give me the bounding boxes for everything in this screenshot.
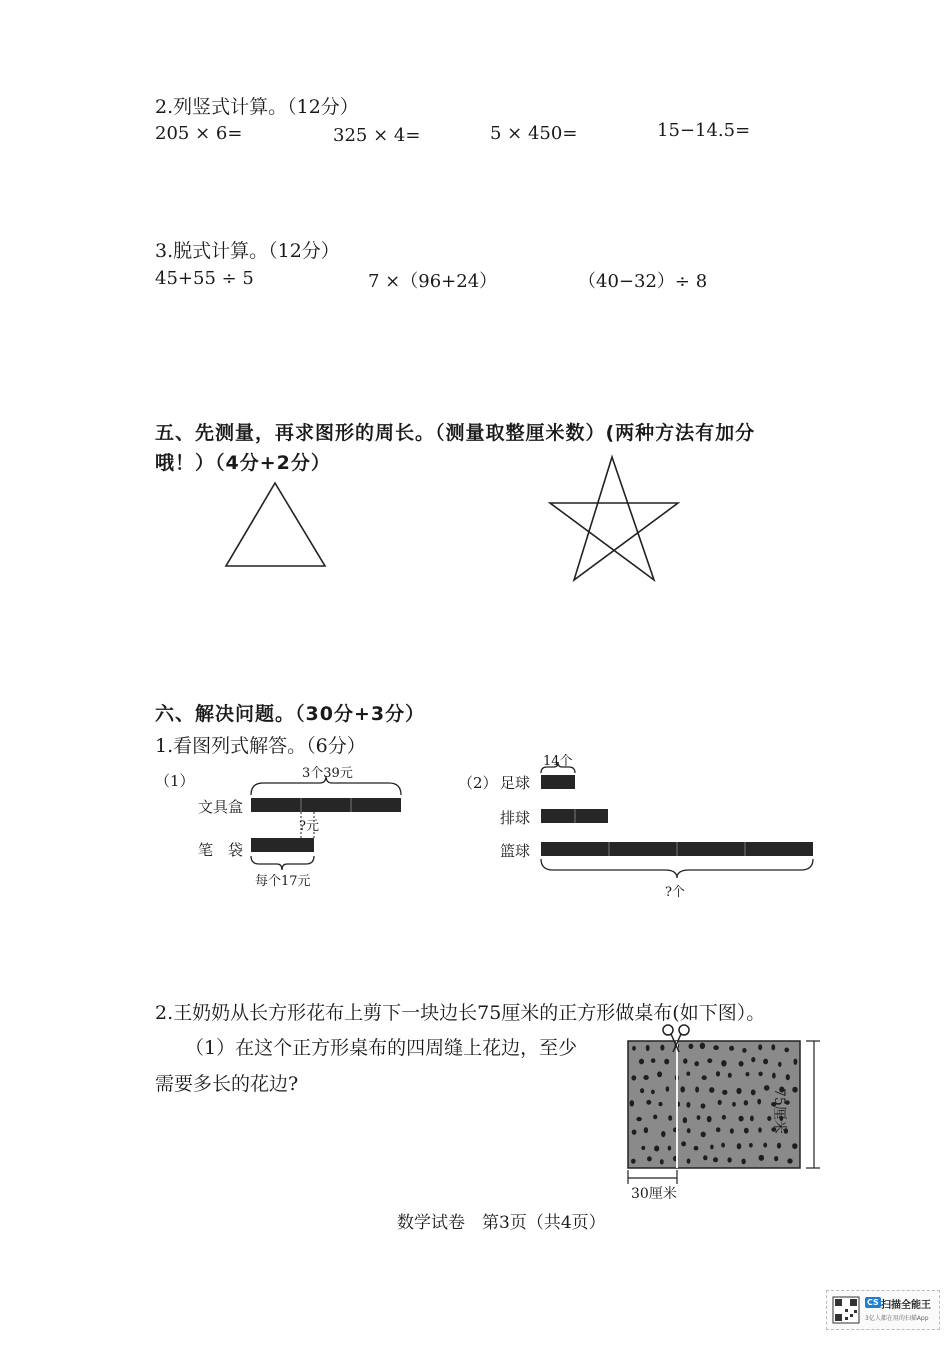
cloth-dot xyxy=(751,1089,756,1095)
cloth-dot xyxy=(778,1062,782,1067)
fig2-bottom-label: ?个 xyxy=(665,885,685,900)
fig1-row1-label: 文具盒 xyxy=(198,798,244,816)
cloth-dot xyxy=(660,1159,664,1164)
cloth-dot xyxy=(630,1100,635,1106)
cloth-dot xyxy=(694,1061,699,1066)
sec6-q2-line1: 2.王奶奶从长方形花布上剪下一块边长75厘米的正方形做桌布(如下图）。 xyxy=(155,1002,766,1024)
cloth-dot xyxy=(680,1086,685,1092)
cloth-dot xyxy=(701,1132,706,1138)
cloth-dot xyxy=(631,1075,636,1080)
fig1-unknown-label: ?元 xyxy=(299,819,319,834)
cloth-dot xyxy=(636,1117,641,1121)
q2-expr-4: 15−14.5= xyxy=(657,120,751,141)
fig1-bottom-label: 每个17元 xyxy=(255,874,311,889)
cloth-dot xyxy=(651,1090,655,1095)
cloth-dot xyxy=(697,1115,701,1120)
cloth-dot xyxy=(654,1146,659,1152)
cloth-bottom-label: 30厘米 xyxy=(631,1186,677,1202)
cloth-dot xyxy=(657,1071,662,1077)
cloth-dot xyxy=(727,1157,731,1162)
cloth-dot xyxy=(741,1159,745,1165)
cloth-dot xyxy=(709,1087,714,1093)
q2-expr-1: 205 × 6= xyxy=(155,123,243,144)
page-footer: 数学试卷 第3页（共4页） xyxy=(397,1213,606,1233)
fig2-number: （2） xyxy=(458,774,498,792)
cloth-dot xyxy=(758,1127,762,1132)
cloth-dot xyxy=(759,1155,765,1161)
cloth-dot xyxy=(746,1072,750,1076)
q2-expr-2: 325 × 4= xyxy=(333,125,421,146)
cloth-dot xyxy=(646,1100,651,1105)
sec6-q1-title: 1.看图列式解答。（6分） xyxy=(155,735,366,757)
cloth-dot xyxy=(744,1128,749,1134)
fig1-number: （1） xyxy=(155,772,195,790)
cloth-dot xyxy=(664,1059,669,1065)
cloth-dot xyxy=(729,1046,734,1051)
cloth-dot xyxy=(728,1073,732,1078)
cloth-dot xyxy=(707,1116,712,1122)
cloth-dot xyxy=(792,1143,797,1149)
cloth-dot xyxy=(641,1146,645,1150)
cloth-dot xyxy=(722,1090,727,1095)
cloth-dot xyxy=(739,1061,744,1067)
cloth-dot xyxy=(694,1146,699,1151)
cloth-dot xyxy=(695,1087,699,1093)
cloth-dot xyxy=(763,1059,768,1065)
cloth-dot xyxy=(661,1131,665,1137)
cloth-dot xyxy=(786,1074,790,1080)
cloth-dot xyxy=(646,1045,650,1051)
cloth-dot xyxy=(742,1048,746,1053)
fig2-row3-label: 篮球 xyxy=(500,842,531,860)
fig2-top-label: 14个 xyxy=(543,754,573,769)
cloth-dot xyxy=(686,1102,690,1108)
cloth-dot xyxy=(732,1102,736,1107)
cloth-dot xyxy=(750,1116,754,1122)
q3-title: 3.脱式计算。（12分） xyxy=(155,240,340,262)
cloth-dot xyxy=(757,1099,761,1105)
watermark-brand: 扫描全能王 xyxy=(881,1300,931,1311)
cloth-dot xyxy=(736,1088,741,1094)
fig2-row2-label: 排球 xyxy=(500,809,531,827)
q2-title: 2.列竖式计算。（12分） xyxy=(155,96,359,118)
fig1-row2-label: 笔 袋 xyxy=(198,841,244,859)
cs-badge: CS xyxy=(867,1298,879,1307)
cloth-dot xyxy=(707,1058,712,1063)
cloth-dot xyxy=(686,1072,690,1076)
fig2-row1-label: 足球 xyxy=(500,774,531,792)
cloth-dot xyxy=(737,1143,742,1149)
cloth-dot xyxy=(700,1043,705,1049)
cloth-dot xyxy=(647,1156,652,1161)
cloth-dot xyxy=(751,1057,755,1062)
cloth-dot xyxy=(716,1127,721,1132)
q2-expr-3: 5 × 450= xyxy=(490,123,578,144)
cloth-dot xyxy=(703,1155,707,1160)
scanner-watermark xyxy=(826,1290,940,1330)
cloth-dot xyxy=(749,1143,753,1148)
cloth-dot xyxy=(651,1058,656,1063)
cloth-dot xyxy=(631,1159,636,1164)
q3-expr-3: （40−32）÷ 8 xyxy=(578,271,708,292)
cloth-dot xyxy=(784,1048,789,1053)
cloth-right-label: 75厘米 xyxy=(771,1088,787,1134)
sec5-title-line2: 哦！）（4分+2分） xyxy=(155,452,331,474)
watermark-sub: 3亿人都在用的扫描App xyxy=(865,1315,929,1322)
cloth-dot xyxy=(763,1143,767,1148)
fig1-total-label: 3个39元 xyxy=(302,766,353,781)
cloth-dot xyxy=(758,1072,762,1077)
cloth-dot xyxy=(683,1058,687,1063)
cloth-dot xyxy=(774,1156,778,1161)
cloth-dot xyxy=(713,1045,719,1050)
cloth-dot xyxy=(653,1115,657,1120)
cloth-dot xyxy=(702,1075,707,1080)
cloth-dot xyxy=(771,1044,775,1050)
cloth-dot xyxy=(716,1071,720,1076)
cloth-dot xyxy=(666,1086,670,1092)
cloth-dot xyxy=(744,1100,748,1105)
sec6-q2-sub-line2: 需要多长的花边? xyxy=(155,1073,299,1095)
q3-expr-1: 45+55 ÷ 5 xyxy=(155,268,254,289)
cloth-dot xyxy=(660,1045,664,1051)
cloth-dot xyxy=(758,1044,762,1050)
cloth-dot xyxy=(632,1130,637,1135)
cloth-dot xyxy=(639,1059,644,1065)
cloth-dot xyxy=(730,1128,734,1133)
cloth-dot xyxy=(739,1116,744,1122)
cloth-dot xyxy=(640,1088,644,1093)
cloth-dot xyxy=(710,1145,714,1150)
cloth-dot xyxy=(718,1100,722,1105)
cloth-dot xyxy=(792,1087,797,1093)
sec6-title: 六、解决问题。（30分+3分） xyxy=(155,703,426,725)
q3-expr-2: 7 ×（96+24） xyxy=(368,271,498,292)
sec5-title-line1: 五、先测量，再求图形的周长。（测量取整厘米数）(两种方法有加分 xyxy=(155,422,756,444)
cloth-dot xyxy=(687,1128,691,1133)
cloth-dot xyxy=(721,1060,726,1066)
cloth-dot xyxy=(787,1158,792,1163)
cloth-dot xyxy=(794,1059,798,1065)
cloth-dot xyxy=(772,1073,776,1079)
cloth-dot xyxy=(722,1115,726,1120)
cloth-dot xyxy=(687,1158,691,1163)
cloth-dot xyxy=(644,1127,648,1133)
cloth-dot xyxy=(713,1157,718,1162)
cloth-dot xyxy=(764,1085,770,1091)
cloth-dot xyxy=(681,1141,686,1146)
cloth-dot xyxy=(683,1117,687,1123)
cloth-dot xyxy=(777,1143,781,1149)
cloth-dot xyxy=(632,1046,636,1051)
cloth-dot xyxy=(658,1102,662,1106)
cloth-dot xyxy=(668,1115,672,1121)
cloth-dot xyxy=(689,1044,694,1049)
cloth-dot xyxy=(643,1075,648,1080)
sec6-q2-sub-line1: （1）在这个正方形桌布的四周缝上花边，至少 xyxy=(185,1037,578,1059)
cloth-dot xyxy=(701,1103,706,1108)
cloth-dot xyxy=(721,1143,725,1148)
qr-code-icon xyxy=(833,1297,859,1323)
cloth-dot xyxy=(668,1146,672,1151)
